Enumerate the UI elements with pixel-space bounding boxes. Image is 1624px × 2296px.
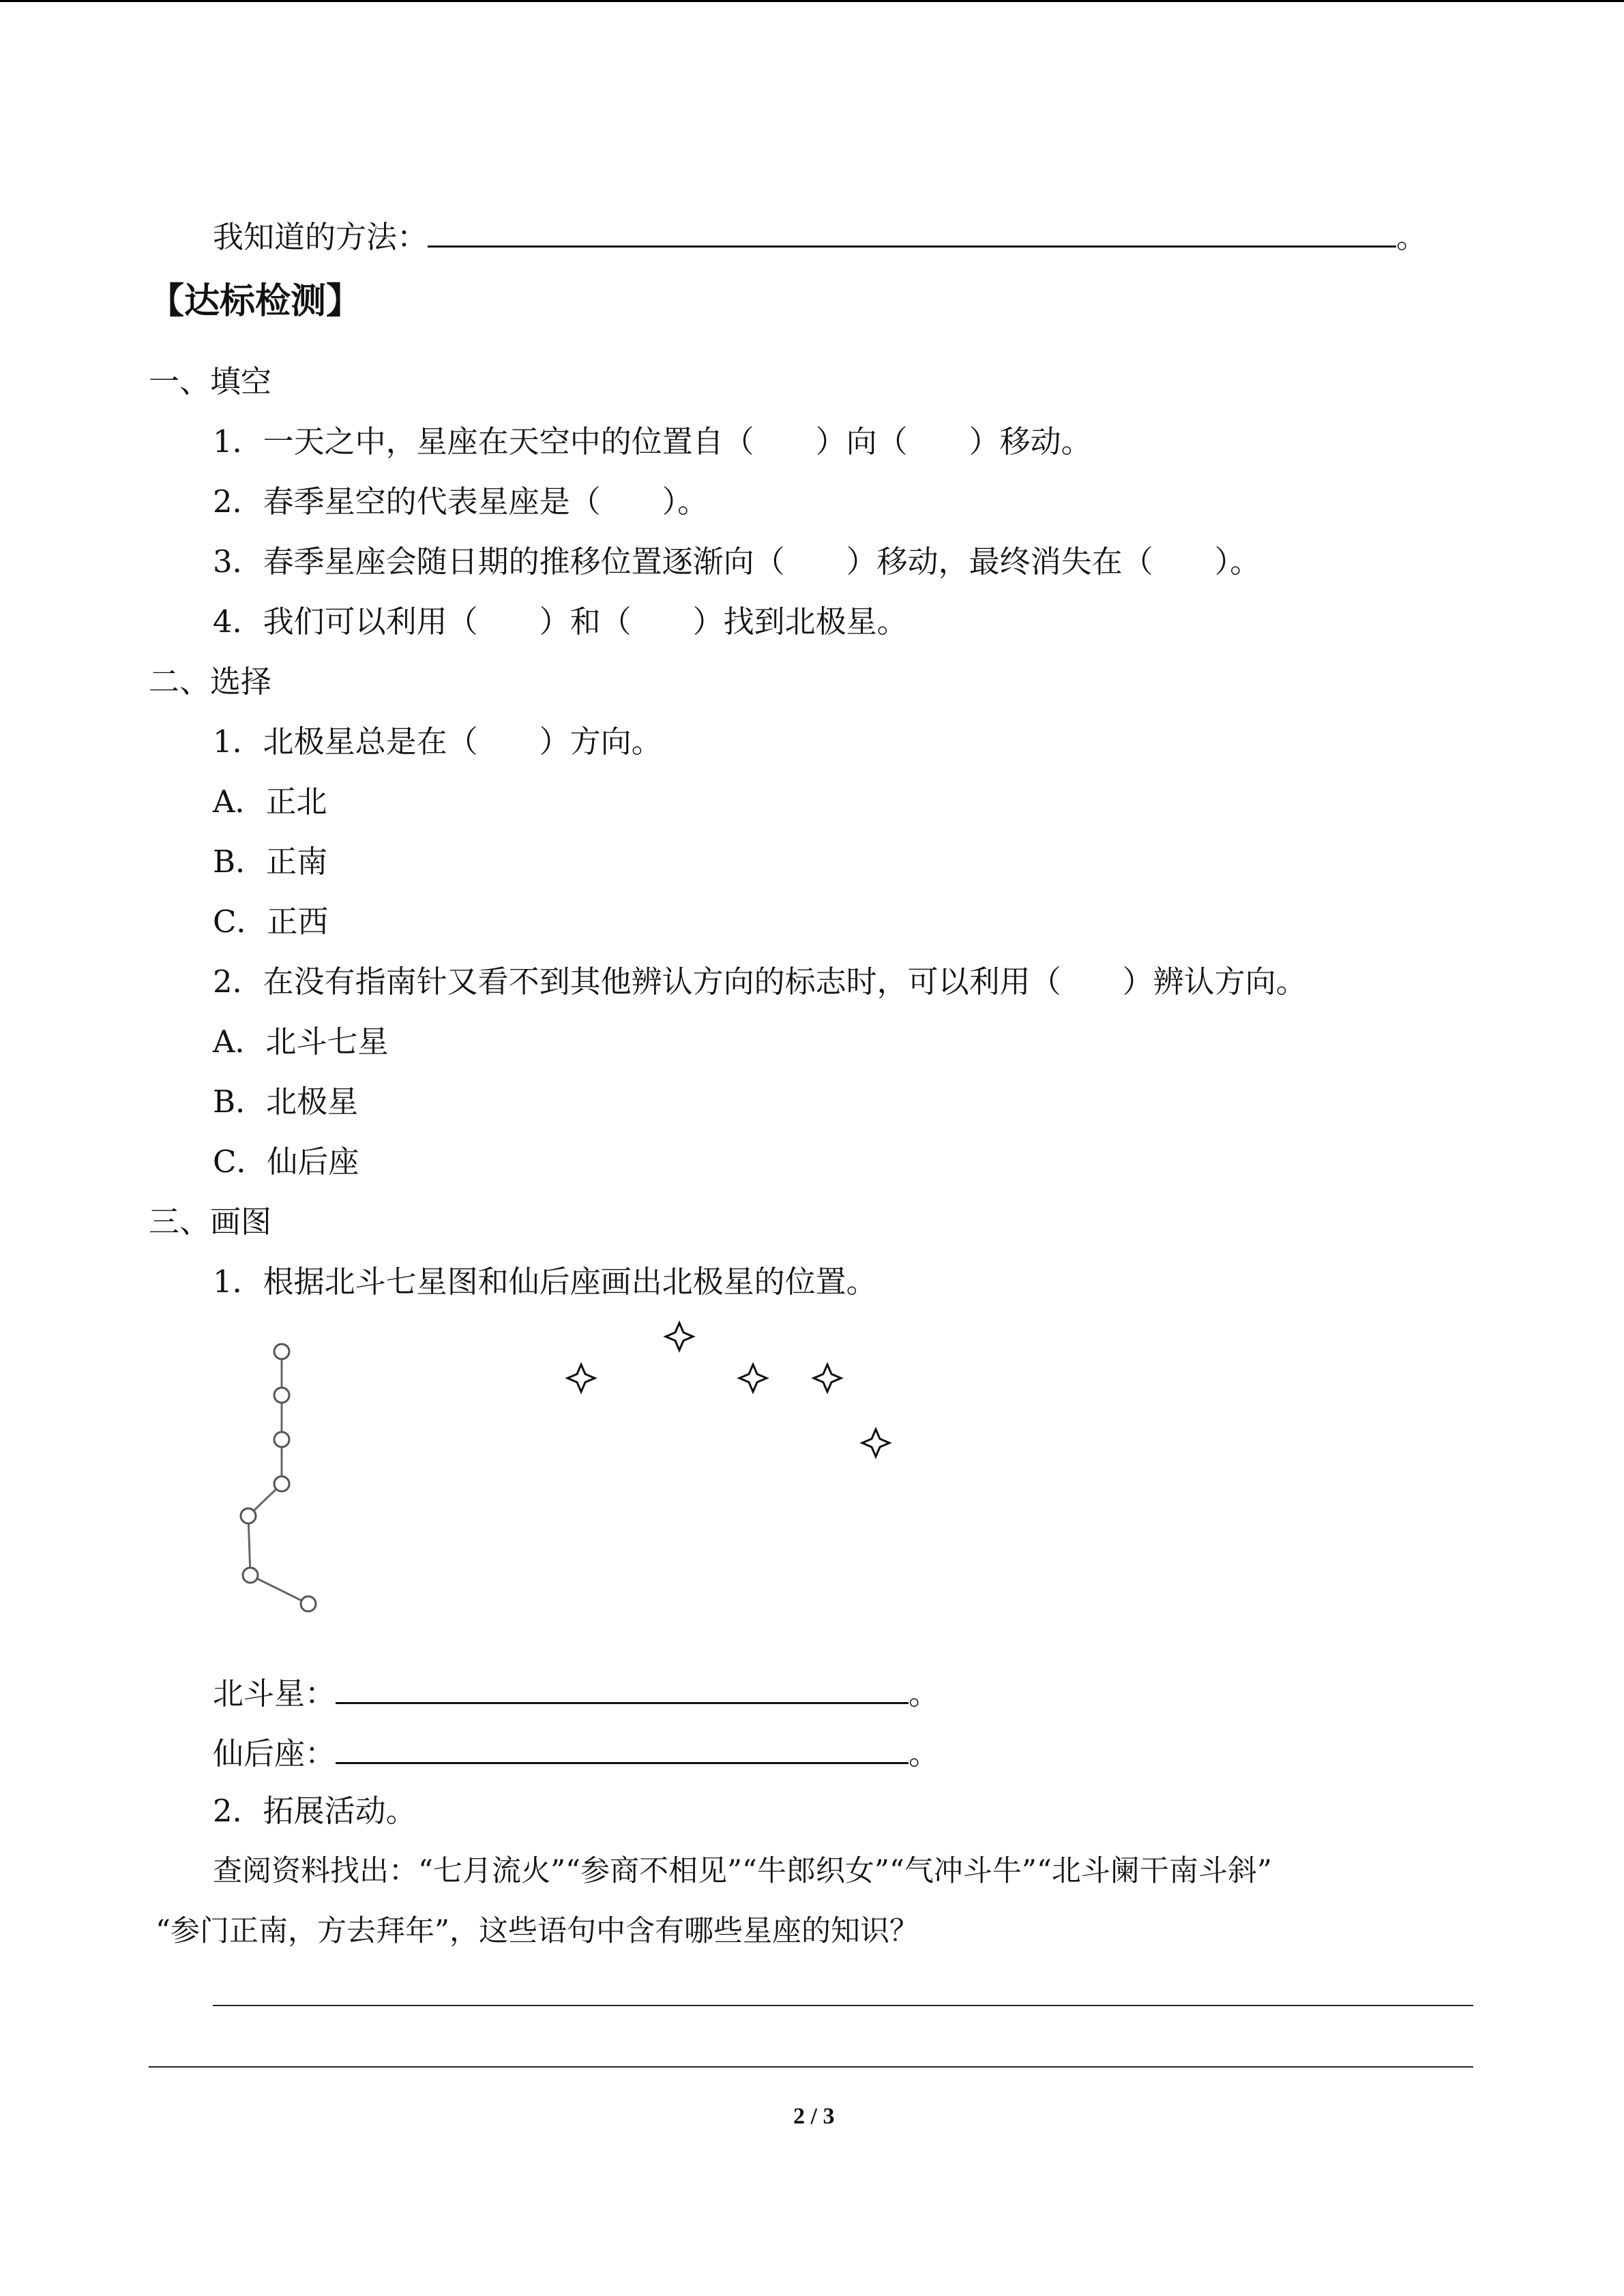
part1-question-1: 1．一天之中，星座在天空中的位置自（ ）向（ ）移动。 (213, 423, 1092, 460)
part2-title: 二、选择 (149, 664, 272, 700)
big-dipper-star (243, 1568, 258, 1583)
part2-q2-option-a[interactable]: A．北斗七星 (213, 1024, 389, 1060)
big-dipper-star (274, 1432, 289, 1447)
cassiopeia-star (862, 1429, 889, 1457)
part3-question-1: 1．根据北斗七星图和仙后座画出北极星的位置。 (213, 1264, 877, 1300)
method-period: 。 (1396, 219, 1428, 255)
section-title: 【达标检测】 (149, 280, 362, 322)
xianhou-answer-blank[interactable] (336, 1731, 909, 1764)
part2-q2-option-c[interactable]: C．仙后座 (213, 1144, 359, 1180)
cassiopeia-star (567, 1365, 595, 1392)
part1-question-4: 4．我们可以利用（ ）和（ ）找到北极星。 (213, 603, 908, 640)
cassiopeia-star (666, 1323, 693, 1350)
part3-q2-text-line1: 查阅资料找出：“七月流火”“参商不相见”“牛郎织女”“气冲斗牛”“北斗阑干南斗斜” (213, 1854, 1272, 1888)
part2-question-2: 2．在没有指南针又看不到其他辨认方向的标志时，可以利用（ ）辨认方向。 (213, 964, 1307, 1000)
big-dipper-star (274, 1388, 289, 1403)
part2-q1-option-a[interactable]: A．正北 (213, 784, 327, 820)
cassiopeia-star (814, 1365, 841, 1392)
beidou-line (213, 1671, 939, 1714)
footer-rule (149, 2066, 1473, 2068)
cassiopeia-star (739, 1365, 767, 1392)
part1-title: 一、填空 (149, 363, 272, 400)
beidou-label: 北斗星： (213, 1675, 336, 1712)
big-dipper-star (274, 1476, 289, 1491)
page-number: 2 / 3 (793, 2104, 835, 2129)
big-dipper-star (301, 1596, 316, 1611)
beidou-answer-blank[interactable] (336, 1671, 909, 1704)
part3-title: 三、画图 (149, 1204, 272, 1240)
part1-question-3: 3．春季星座会随日期的推移位置逐渐向（ ）移动，最终消失在（ ）。 (213, 543, 1261, 580)
big-dipper-star (274, 1344, 289, 1359)
answer-line[interactable] (213, 2005, 1473, 2006)
part2-question-1: 1．北极星总是在（ ）方向。 (213, 724, 662, 760)
xianhou-label: 仙后座： (213, 1735, 336, 1772)
part3-q2-text-line2: “参门正南，方去拜年”，这些语句中含有哪些星座的知识？ (156, 1914, 919, 1948)
part2-q2-option-b[interactable]: B．北极星 (213, 1084, 359, 1120)
part1-question-2: 2．春季星空的代表星座是（ ）。 (213, 483, 709, 520)
big-dipper-star (241, 1508, 256, 1523)
part3-question-2: 2．拓展活动。 (213, 1793, 417, 1829)
part2-q1-option-b[interactable]: B．正南 (213, 844, 328, 880)
method-label: 我知道的方法： (213, 219, 428, 255)
cassiopeia-diagram (567, 1323, 889, 1457)
part2-q1-option-c[interactable]: C．正西 (213, 904, 329, 940)
xianhou-period: 。 (909, 1735, 940, 1772)
big-dipper-diagram (241, 1344, 316, 1611)
beidou-period: 。 (909, 1675, 940, 1712)
xianhou-line (213, 1731, 939, 1774)
